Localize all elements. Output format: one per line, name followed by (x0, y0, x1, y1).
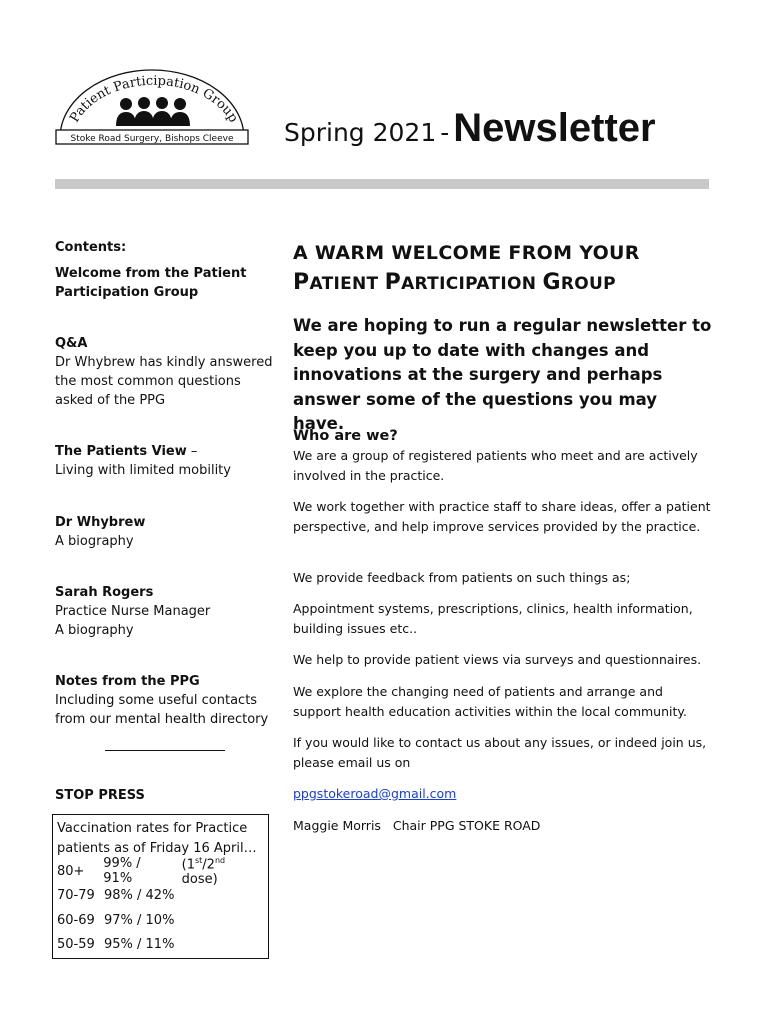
newsletter-heading: Newsletter (453, 106, 656, 150)
age-band: 80+ (57, 863, 85, 879)
vaccination-box (52, 814, 269, 959)
contents-item-title: The Patients View (55, 444, 187, 459)
who-are-we-heading: Who are we? (293, 428, 398, 444)
vaccination-row (57, 908, 264, 933)
contents-item-desc: Living with limited mobility (55, 463, 231, 478)
vaccination-row (57, 933, 264, 958)
signoff: Maggie Morris Chair PPG STOKE ROAD (293, 818, 541, 833)
contents-item-desc: Practice Nurse Manager (55, 604, 211, 619)
vaccination-row (57, 855, 264, 887)
dose-note: (1st/2nd dose) (181, 855, 226, 887)
age-band: 60-69 (57, 912, 95, 928)
lead-paragraph: We are hoping to run a regular newsletter to keep you up to date with changes and innovations at the surgery and perhaps answer some of the questions you may have. (293, 316, 712, 433)
contents-welcome: Welcome from the Patient Participation Group (55, 266, 247, 300)
logo-arc-text: Patient Participation Group (67, 73, 241, 126)
contents-item-title: Q&A (55, 336, 88, 351)
contents-item-title: Sarah Rogers (55, 585, 154, 600)
body-paragraph: We work together with practice staff to share ideas, offer a patient perspective, and help improve services provided by the practice. (293, 499, 711, 534)
contents-item-desc: Including some useful contacts from our mental health directory (55, 693, 269, 727)
contents-item-qa (55, 334, 275, 410)
people-silhouettes-icon (116, 97, 190, 126)
rates: 99% / 91% (103, 856, 141, 887)
header-rule (55, 179, 709, 189)
contents-item-patients-view: The Patients View – Living with limited mobility (55, 442, 275, 480)
contents-item-desc: Dr Whybrew has kindly answered the most common questions asked of the PPG (55, 355, 273, 408)
rates: 98% / 42% (104, 888, 175, 904)
contents-item-desc: A biography (55, 623, 134, 638)
age-band: 50-59 (57, 937, 95, 953)
body-paragraph: We explore the changing need of patients and arrange and support health education activities within the local community. (293, 684, 687, 719)
body-paragraph: We provide feedback from patients on such things as; (293, 570, 631, 585)
stop-press-heading: STOP PRESS (55, 788, 145, 803)
ppg-logo (52, 68, 252, 148)
rates: 97% / 10% (104, 912, 175, 928)
contents-item-desc: A biography (55, 534, 134, 549)
contents-item-sarah-rogers (55, 583, 275, 640)
body-paragraph: We help to provide patient views via surveys and questionnaires. (293, 652, 702, 667)
season-label: Spring 2021 (284, 118, 437, 147)
vaccination-intro: Vaccination rates for Practice patients as of Friday 16 April… (57, 821, 257, 856)
contents-item-dr-whybrew (55, 513, 275, 551)
vaccination-row (57, 884, 264, 909)
newsletter-title (284, 106, 656, 151)
logo-banner-text: Stoke Road Surgery, Bishops Cleeve (70, 134, 234, 144)
contents-heading: Contents: (55, 240, 127, 255)
body-paragraph: We are a group of registered patients who meet and are actively involved in the practice. (293, 448, 698, 483)
contents-item-title: Dr Whybrew (55, 515, 146, 530)
contents-item-title: Notes from the PPG (55, 674, 200, 689)
body-paragraph: Appointment systems, prescriptions, clinics, health information, building issues etc.. (293, 601, 693, 636)
email-link[interactable]: ppgstokeroad@gmail.com (293, 786, 457, 801)
rates: 95% / 11% (104, 937, 175, 953)
body-paragraph: If you would like to contact us about any issues, or indeed join us, please email us on (293, 735, 707, 770)
age-band: 70-79 (57, 888, 95, 904)
contents-item-notes (55, 672, 275, 729)
contents-separator (105, 750, 225, 751)
title-dash: - (440, 118, 450, 147)
welcome-heading: A WARM WELCOME FROM YOUR PATIENT PARTICIPATION GROUP (293, 242, 640, 295)
